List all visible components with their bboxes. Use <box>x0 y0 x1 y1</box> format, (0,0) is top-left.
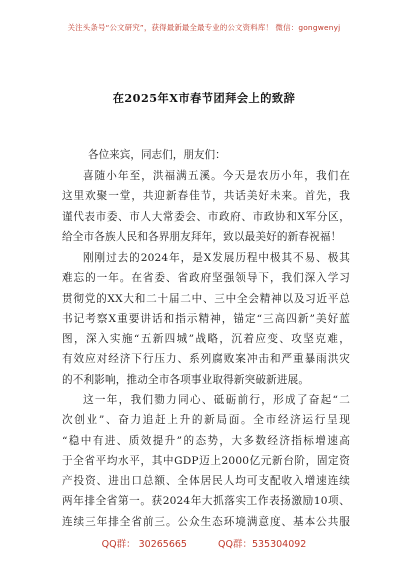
footer-qq-groups <box>0 536 408 550</box>
paragraph-3 <box>62 390 350 532</box>
paragraph-line: 书记考察X重要讲话和指示精神，锚定“三高四新”美好蓝 <box>62 312 350 325</box>
paragraph-line: 谨代表市委、市人大常委会、市政府、市政协和X军分区， <box>62 210 350 223</box>
paragraph-line: 难忘的一年。在省委、省政府坚强领导下，我们深入学习 <box>62 272 350 285</box>
qq-group-1: QQ群： 30265665 <box>101 539 187 550</box>
paragraph-line: 这一年，我们勠力同心、砥砺前行，形成了奋起“二 <box>83 394 350 406</box>
paragraph-line: 的不利影响，推动全市各项事业取得新突破新进展。 <box>62 373 310 386</box>
paragraph-line: 次创业”、奋力追赶上升的新局面。全市经济运行呈现 <box>62 414 350 427</box>
paragraph-line: 于全省平均水平，其中GDP迈上2000亿元新台阶，固定资 <box>62 454 350 467</box>
paragraph-line: 这里欢聚一堂，共迎新春佳节，共话美好未来。首先，我 <box>62 190 350 203</box>
paragraph-2 <box>62 248 350 390</box>
paragraph-line: 产投资、进出口总额、全体居民人均可支配收入增速连续 <box>62 475 350 488</box>
paragraph-line: 有效应对经济下行压力、系列腐败案冲击和严重暴雨洪灾 <box>62 353 350 366</box>
paragraph-line: 刚刚过去的2024年，是X发展历程中极其不易、极其 <box>83 252 350 264</box>
paragraph-line: 连续三年排全省前三。公众生态环境满意度、基本公共服 <box>62 515 350 528</box>
document-title: 在2025年X市春节团拜会上的致辞 <box>112 91 296 105</box>
paragraph-line: “稳中有进、质效提升”的态势，大多数经济指标增速高 <box>62 434 350 447</box>
salutation: 各位来宾，同志们，朋友们： <box>88 149 226 161</box>
paragraph-line: 两年排全省第一。获2024年大抓落实工作表扬激励10项、 <box>62 495 350 508</box>
paragraph-line: 图，深入实施“五新四城”战略，沉着应变、攻坚克难， <box>62 333 350 346</box>
header-banner: 关注头条号“公文研究”，获得最新最全最专业的公文资料库！ 微信：gongwenyj <box>67 23 341 32</box>
paragraph-line: 喜随小年至，洪福满五溪。今天是农历小年，我们在 <box>83 170 350 182</box>
paragraph-1 <box>62 166 350 247</box>
paragraph-line: 给全市各族人民和各界朋友拜年，致以最美好的新春祝福！ <box>62 230 342 243</box>
paragraph-line: 贯彻党的XX大和二十届二中、三中全会精神以及习近平总 <box>62 292 350 305</box>
qq-group-2: QQ群：535304092 <box>218 539 307 550</box>
